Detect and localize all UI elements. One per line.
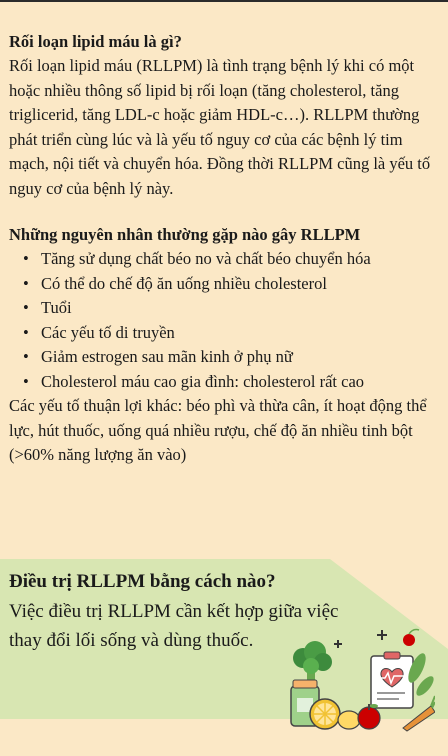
section-treatment-body: Việc điều trị RLLPM cần kết hợp giữa việc thay đổi lối sống và dùng thuốc.	[9, 601, 339, 651]
lemon-icon	[338, 711, 360, 729]
orange-slice-icon	[310, 699, 340, 729]
list-item: • Tăng sử dụng chất béo no và chất béo chuyển hóa	[9, 247, 441, 272]
section-treatment-title: Điều trị RLLPM bằng cách nào?	[9, 571, 276, 592]
causes-list	[9, 247, 441, 394]
list-item: • Giảm estrogen sau mãn kinh ở phụ nữ	[9, 345, 441, 370]
healthy-food-illustration	[285, 628, 435, 732]
main-content	[9, 30, 441, 468]
cherry-icon	[403, 630, 419, 647]
list-item: • Các yếu tố di truyền	[9, 321, 441, 346]
section-what-is	[9, 30, 441, 201]
section-what-is-title: Rối loạn lipid máu là gì?	[9, 32, 182, 51]
list-item: • Có thể do chế độ ăn uống nhiều cholesterol	[9, 272, 441, 297]
sparkle-icon	[334, 630, 387, 648]
section-causes	[9, 223, 441, 468]
list-item: • Cholesterol máu cao gia đình: cholesterol rất cao	[9, 370, 441, 395]
section-what-is-body: Rối loạn lipid máu (RLLPM) là tình trạng bệnh lý khi có một hoặc nhiều thông số lipid bị rối loạn (tăng cholesterol, tăng triglicerid, tăng LDL-c hoặc giảm HDL-c…). RLLPM thường phát triển cùng lúc và là yếu tố nguy cơ của các bệnh lý tim mạch, nội tiết và chuyển hóa. Đồng thời RLLPM cũng là yếu tố nguy cơ của bệnh lý này.	[9, 56, 431, 198]
list-item: • Tuổi	[9, 296, 441, 321]
section-causes-title: Những nguyên nhân thường gặp nào gây RLLPM	[9, 225, 361, 244]
clipboard-heart-icon	[371, 652, 413, 708]
top-border	[0, 0, 448, 2]
causes-footer: Các yếu tố thuận lợi khác: béo phì và thừa cân, ít hoạt động thể lực, hút thuốc, uống quá nhiều rượu, chế độ ăn nhiều tinh bột (>60% năng lượng ăn vào)	[9, 396, 427, 464]
